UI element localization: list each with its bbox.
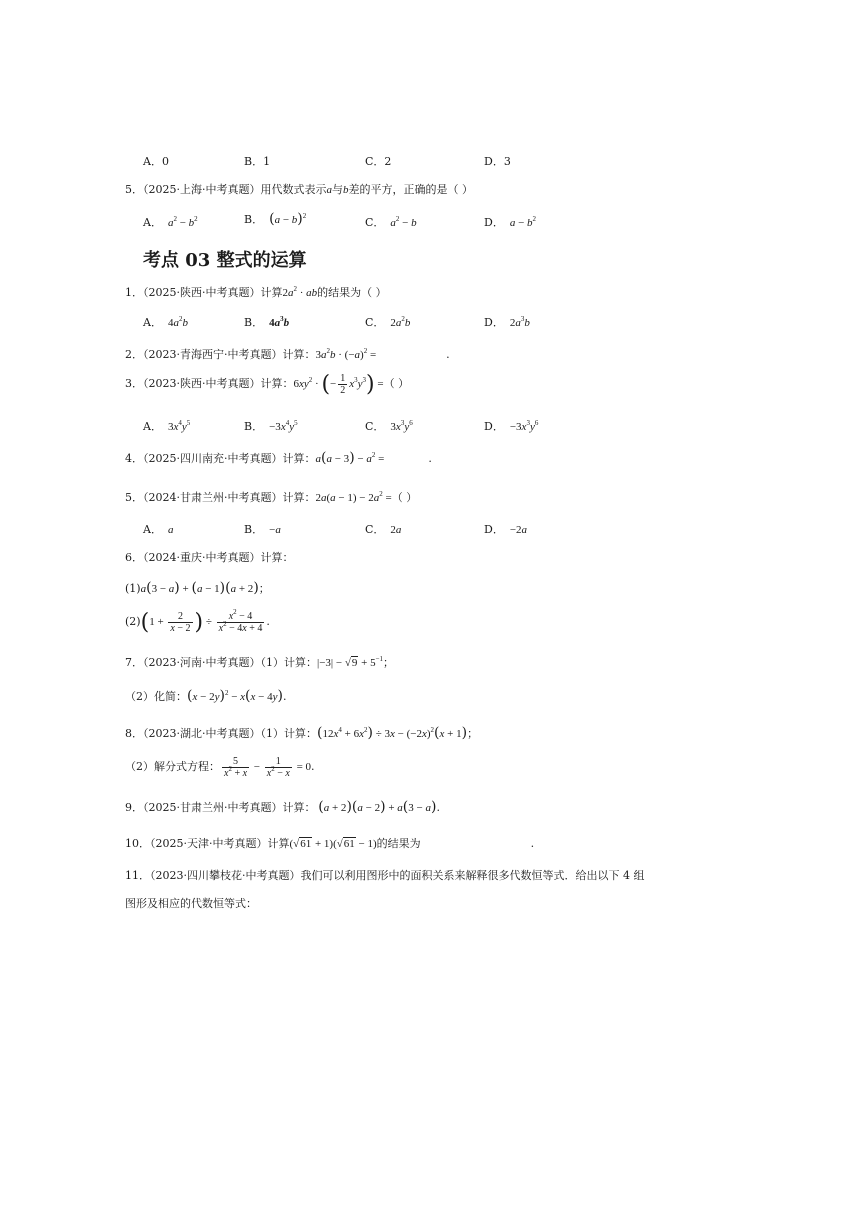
question-10: 10．（2025·天津·中考真题）计算(√61 + 1)(√61 − 1)的结果为 .	[125, 837, 535, 850]
section-heading: 考点 03 整式的运算	[143, 250, 307, 271]
question-number: 8．	[125, 727, 143, 740]
question-text: 计算：	[260, 551, 294, 564]
option-b: B． $(a - b)^2$	[244, 211, 307, 227]
option-c: C．2	[365, 155, 392, 168]
question-text: 计算：	[260, 377, 294, 391]
option-c: C． $2a^2b$	[365, 315, 411, 329]
variable-b: b	[343, 184, 349, 196]
question-text: （1）计算：	[260, 656, 317, 669]
question-text: 与	[332, 183, 343, 196]
option-a: A． $4a^2b$	[143, 315, 188, 329]
option-b: B．1	[244, 155, 271, 168]
question-source: （2023·河南·中考真题）	[143, 656, 261, 669]
option-b: B． $-3x^4y^5$	[244, 419, 298, 433]
option-a: A．0	[143, 155, 169, 168]
question-number: 4．	[125, 452, 143, 465]
question-7-part-2: （2）化简：$(x - 2y)^2 - x(x - 4y)$.	[125, 688, 287, 704]
question-6-part-1: (1)a(3 − a) + (a − 1)(a + 2)；	[125, 580, 270, 596]
question-text: （ ）	[383, 377, 410, 391]
question-text: 计算：	[282, 801, 316, 814]
option-a: A． $3x^4y^5$	[143, 419, 191, 433]
question-source: （2023·陕西·中考真题）	[143, 377, 261, 391]
question-5: 5．（2024·甘肃兰州·中考真题）计算：$2a(a - 1) - 2a^2$ =（ ）	[125, 490, 418, 504]
question-5-upper	[125, 181, 473, 197]
question-number: 11．	[125, 869, 150, 882]
question-11-line-2: 图形及相应的代数恒等式：	[125, 897, 257, 910]
question-source: （2023·四川攀枝花·中考真题）	[150, 869, 301, 882]
question-3: 3．（2023·陕西·中考真题）计算：$6xy^2$ · (− $\frac{1}{2}$ $x^3y^3$) =（ ）	[125, 372, 410, 397]
question-text: （1）计算：	[260, 727, 317, 740]
question-source: （2025·上海·中考真题）	[143, 183, 261, 196]
question-text: 的结果为	[376, 837, 421, 850]
question-source: （2024·重庆·中考真题）	[143, 551, 261, 564]
question-number: 5．	[125, 183, 143, 196]
question-4: 4．（2025·四川南充·中考真题）计算：$a(a - 3) - a^2$ = .	[125, 450, 432, 466]
question-number: 2．	[125, 348, 143, 361]
question-7: 7．（2023·河南·中考真题）（1）计算：$|-3| - √9 + 5^{-1}$；	[125, 655, 395, 669]
question-2: 2．（2023·青海西宁·中考真题）计算：$3a^2b \cdot (-a)^2$ = .	[125, 347, 450, 361]
option-c: C． 2a	[365, 523, 402, 536]
question-source: （2024·甘肃兰州·中考真题）	[143, 491, 283, 504]
question-text: （ ）	[391, 491, 418, 504]
option-d: D． $2a^3b$	[484, 315, 530, 329]
variable-a: a	[326, 184, 332, 196]
question-number: 6．	[125, 551, 143, 564]
question-text: 用代数式表示	[260, 183, 327, 196]
question-number: 1．	[125, 286, 143, 299]
question-11	[125, 867, 645, 883]
question-1: 1．（2025·陕西·中考真题）计算$2a^2$ · ab的结果为（ ）	[125, 285, 387, 299]
question-source: （2025·陕西·中考真题）	[143, 286, 261, 299]
option-c: C． $a^2 - b$	[365, 215, 417, 229]
question-text: 的结果为（ ）	[317, 286, 387, 299]
option-d: D． $a - b^2$	[484, 215, 537, 229]
question-source: （2023·青海西宁·中考真题）	[143, 348, 283, 361]
question-text: 计算：	[282, 452, 316, 465]
question-source: （2025·天津·中考真题）	[150, 837, 268, 850]
question-9: 9．（2025·甘肃兰州·中考真题）计算： (a + 2)(a − 2) + a(3 − a).	[125, 799, 440, 815]
option-d: D． −2a	[484, 523, 528, 536]
option-a: A． a	[143, 523, 174, 536]
option-c: C． $3x^3y^6$	[365, 419, 413, 433]
question-6-part-2: (2)(1 + $\frac{2}{x - 2}$ ) ÷ $\frac{x^2 - 4}{x^2 - 4x + 4}$ .	[125, 608, 270, 635]
option-d: D． $-3x^3y^6$	[484, 419, 539, 433]
option-a: A． $a^2 - b^2$	[143, 215, 198, 229]
question-6	[125, 549, 294, 565]
option-d: D．3	[484, 155, 511, 168]
question-source: （2023·湖北·中考真题）	[143, 727, 261, 740]
question-number: 5．	[125, 491, 143, 504]
question-number: 3．	[125, 377, 143, 391]
question-8-part-2: （2）解分式方程： $\frac{5}{x^2 + x}$ − $\frac{1}{x^2 - x}$ = 0.	[125, 756, 315, 779]
option-b: B． −a	[244, 523, 281, 536]
option-b: B． $4a^3b$	[244, 315, 290, 329]
question-source: （2025·甘肃兰州·中考真题）	[143, 801, 283, 814]
question-text: 计算	[260, 286, 283, 299]
question-text: 我们可以利用图形中的面积关系来解释很多代数恒等式．给出以下 4 组	[300, 869, 645, 882]
question-number: 10．	[125, 837, 150, 850]
question-number: 9．	[125, 801, 143, 814]
question-8: 8．（2023·湖北·中考真题）（1）计算：$(12x^4 + 6x^2) \div 3x - (-2x)^2(x + 1)$；	[125, 725, 479, 741]
question-text: 计算	[267, 837, 290, 850]
question-text: 计算：	[282, 348, 316, 361]
question-source: （2025·四川南充·中考真题）	[143, 452, 283, 465]
question-text: 差的平方，正确的是（ ）	[348, 183, 473, 196]
question-number: 7．	[125, 656, 143, 669]
question-text: 计算：	[282, 491, 316, 504]
